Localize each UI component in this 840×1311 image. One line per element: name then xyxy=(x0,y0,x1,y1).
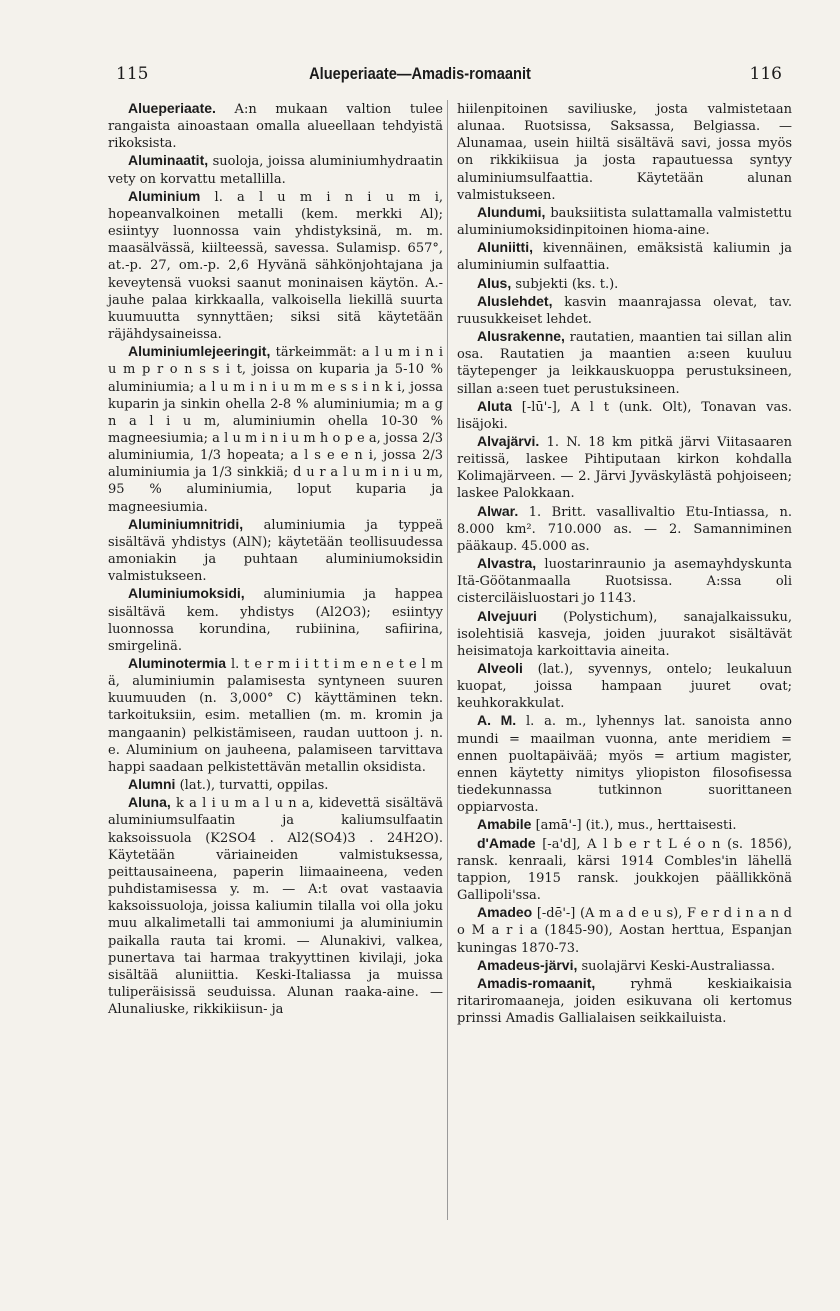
entry-headword: Alumni xyxy=(128,776,176,793)
dictionary-entry xyxy=(108,343,443,516)
entry-headword: Alundumi, xyxy=(477,203,546,220)
page-header-title: Alueperiaate—Amadis-romaanit xyxy=(309,64,531,83)
dictionary-entry xyxy=(457,293,792,328)
dictionary-entry xyxy=(457,204,792,239)
dictionary-entry xyxy=(108,776,443,794)
dictionary-entry xyxy=(457,239,792,274)
dictionary-entry xyxy=(457,660,792,712)
page-number-right: 116 xyxy=(749,64,782,84)
dictionary-entry xyxy=(108,655,443,776)
dictionary-entry xyxy=(457,100,792,204)
entry-headword: A. M. xyxy=(477,712,517,729)
entry-text: [-lū'-], A l t (unk. Olt), Tonavan vas. lisäjoki. xyxy=(457,399,792,432)
entry-headword: Alusrakenne, xyxy=(477,328,565,345)
dictionary-entry xyxy=(457,503,792,555)
entry-text: suoloja, joissa aluminiumhydraatin vety on korvattu metallilla. xyxy=(108,154,443,187)
entry-headword: Alwar. xyxy=(477,502,519,519)
entry-text: (lat.), syvennys, ontelo; leukaluun kuopat, joissa hampaan juuret ovat; keuhkorakkulat. xyxy=(457,662,792,712)
dictionary-entry xyxy=(457,555,792,607)
entry-headword: Aluminotermia xyxy=(128,655,227,671)
entry-text: [-dē'-] (A m a d e u s), F e r d i n a n d o M a r i a (1845-90), Aostan herttua, Espanjan kuningas 1870-73. xyxy=(457,906,792,956)
dictionary-entry xyxy=(457,433,792,503)
dictionary-entry xyxy=(457,816,792,834)
entry-headword: Alvastra, xyxy=(477,555,537,572)
dictionary-entry xyxy=(457,608,792,660)
entry-text: 1. N. 18 km pitkä järvi Viitasaaren reitissä, laskee Pihtiputaan kirkon kohdalla Kolimajärveen. — 2. Järvi Jyväskylästä pohjoiseen; laskee Palokkaan. xyxy=(457,434,792,502)
entry-text: [amā'-] (it.), mus., herttaisesti. xyxy=(531,818,737,834)
entry-headword: Alus, xyxy=(477,274,512,291)
entry-text: tärkeimmät: a l u m i n i u m p r o n s s i t, joissa on kuparia ja 5-10 % aluminiumia; a l u m i n i u m m e s s i n k i, jossa kuparin ja sinkin ohella 2-8 % aluminiumia; m a g n a l i u m, aluminiumin ohella 10-30 % magneesiumia; a l u m i n i u m h o p e a, jossa 2/3 aluminiumia, 1/3 hopeata; a l s e e n i, jossa 2/3 aluminiumia ja 1/3 sinkkiä; d u r a l u m i n i u m, 95 % aluminiumia, loput kuparia ja magneesiumia. xyxy=(108,345,443,515)
entry-headword: Aluminiumnitridi, xyxy=(128,515,244,532)
entry-text: ryhmä keskiaikaisia ritariromaaneja, joiden esikuvana oli kertomus prinssi Amadis Gallialaisen seikkailuista. xyxy=(457,976,792,1027)
entry-text: l. a. m., lyhennys lat. sanoista anno mundi = maailman vuonna, ante meridiem = ennen puoltapäivää; myös = artium magister, ennen käytetty nimitys yliopiston filosofisessa tiedekunnassa tutkinnon suorittaneen oppiarvosta. xyxy=(457,714,792,816)
entry-headword: Aluta xyxy=(477,397,512,414)
dictionary-entry xyxy=(457,328,792,398)
entry-text: aluminiumia ja typpeä sisältävä yhdistys (AlN); käytetään teollisuudessa amoniakin ja puhtaan aluminiumoksidin valmistukseen. xyxy=(108,517,443,585)
dictionary-entry xyxy=(108,585,443,655)
dictionary-entry xyxy=(457,398,792,433)
entry-text: (lat.), turvatti, oppilas. xyxy=(175,778,329,794)
entry-text: aluminiumia ja happea sisältävä kem. yhdistys (Al2O3); esiintyy luonnossa korundina, rubiinina, safiirina, smirgelinä. xyxy=(108,587,443,654)
dictionary-entry xyxy=(457,904,792,956)
entry-text: bauksiitista sulattamalla valmistettu aluminiumoksidinpitoinen hioma-aine. xyxy=(457,205,792,239)
entry-text: A:n mukaan valtion tulee rangaista ainoastaan omalla alueellaan tehdyistä rikoksista. xyxy=(108,102,443,152)
entry-text: suolajärvi Keski-Australiassa. xyxy=(577,958,775,974)
entry-text: l. a l u m i n i u m i, hopeanvalkoinen metalli (kem. merkki Al); esiintyy luonnossa vain yhdistyksinä, m. m. maasälvässä, kiilteessä, savessa. Sulamisp. 657°, at.-p. 27, om.-p. 2,6 Hyvänä sähkönjohtajana ja keveytensä vuoksi saanut moninaisen käytön. A.-jauhe palaa kirkkaalla, valkoisella liekillä suurta kuumuutta synnyttäen; siksi sitä käytetään räjähdysaineissa. xyxy=(108,189,443,343)
entry-headword: Alvajärvi. xyxy=(477,432,540,449)
entry-headword: Amadeus-järvi, xyxy=(477,956,578,973)
entry-headword: Aluslehdet, xyxy=(477,292,553,309)
entry-headword: Amadeo xyxy=(477,904,533,921)
entry-headword: Aluminaatit, xyxy=(128,152,209,169)
entry-text: (Polystichum), sanajalkaissuku, isolehtisiä kasveja, joiden juurakot sisältävät heisimatoja karkoittavia aineita. xyxy=(457,609,792,659)
entry-headword: Aluminiumoksidi, xyxy=(128,585,245,602)
dictionary-entry xyxy=(108,188,443,343)
entry-text: 1. Britt. vasallivaltio Etu-Intiassa, n. 8.000 km². 710.000 as. — 2. Samanniminen pääkaup. 45.000 as. xyxy=(457,504,792,554)
entry-text: subjekti (ks. t.). xyxy=(511,276,619,292)
entry-headword: Alveoli xyxy=(477,660,523,676)
entry-headword: Amabile xyxy=(477,816,532,833)
entry-text: kasvin maanrajassa olevat, tav. ruusukkeiset lehdet. xyxy=(457,294,792,327)
dictionary-entry xyxy=(457,712,792,816)
entry-text: hiilenpitoinen saviliuske, josta valmistetaan alunaa. Ruotsissa, Saksassa, Belgiassa. — Alunamaa, usein hiiltä sisältävä savi, jossa myös on rikkikiisua ja josta rapautuessa syntyy aluminiumsulfaattia. Käytetään alunan valmistukseen. xyxy=(457,102,792,203)
entry-text: k a l i u m a l u n a, kidevettä sisältävä aluminiumsulfaatin ja kaliumsulfaatin kaksoissuola (K2SO4 . Al2(SO4)3 . 24H2O). Käytetään väriaineiden valmistuksessa, peittausaineena, paperin liimaaineena, veden puhdistamisessa y. m. — A:t ovat vastaavia kaksoissuoloja, joissa kaliumin tilalla voi olla joku muu alkalimetalli tai ammoniumi ja aluminiumin paikalla rauta tai kromi. — Alunakivi, valkea, punertava tai harmaa trakyyttinen kivilaji, joka sisältää aluniittia. Keski-Italiassa ja muissa tuliperäisissä seuduissa. Alunan raaka-aine. — Alunaliuske, rikkikiisun- ja xyxy=(108,796,443,1018)
entry-text: rautatien, maantien tai sillan alin osa. Rautatien ja maantien a:seen kuuluu täytepenger ja leikkauskuoppa perustuksineen, sillan a:seen tuet perustuksineen. xyxy=(457,330,792,397)
dictionary-entry xyxy=(457,835,792,905)
dictionary-entry xyxy=(457,275,792,293)
column-divider xyxy=(447,100,448,1220)
entry-headword: Aluminiumlejeeringit, xyxy=(128,343,271,360)
entry-text: luostarinraunio ja asemayhdyskunta Itä-Göötanmaalla Ruotsissa. A:ssa oli cisterciläisluostari jo 1143. xyxy=(457,557,792,607)
entry-text: kivennäinen, emäksistä kaliumin ja aluminiumin sulfaattia. xyxy=(457,241,792,274)
dictionary-entry xyxy=(457,975,792,1027)
entry-text: [-a'd], A l b e r t L é o n (s. 1856), ransk. kenraali, kärsi 1914 Combles'in lähellä tappion, 1915 ransk. joukkojen päällikkönä Gallipoli'ssa. xyxy=(457,836,792,904)
dictionary-entry xyxy=(108,100,443,152)
entry-headword: Aluniitti, xyxy=(477,239,533,256)
entry-headword: Aluna, xyxy=(128,794,171,811)
page-number-left: 115 xyxy=(116,64,149,84)
dictionary-entry xyxy=(108,516,443,586)
entry-text: l. t e r m i i t t i m e n e t e l m ä, aluminiumin palamisesta syntyneen suuren kuumuuden (n. 3,000° C) käyttäminen tekn. tarkoituksiin, esim. metallien (m. m. kromin ja mangaanin) pelkistämiseen, raudan uuttoon j. n. e. Aluminium on jauheena, palamiseen tarvittava happi saadaan pelkistettävän metallin oksidista. xyxy=(108,657,443,775)
dictionary-entry xyxy=(108,794,443,1018)
entry-headword: Alvejuuri xyxy=(477,607,537,624)
entry-headword: Alueperiaate. xyxy=(128,100,216,116)
entry-headword: Amadis-romaanit, xyxy=(477,974,596,991)
left-column xyxy=(108,100,443,1018)
right-column xyxy=(457,100,792,1027)
dictionary-entry xyxy=(108,152,443,187)
entry-headword: Aluminium xyxy=(128,187,201,204)
dictionary-entry xyxy=(457,957,792,975)
entry-headword: d'Amade xyxy=(477,834,536,851)
